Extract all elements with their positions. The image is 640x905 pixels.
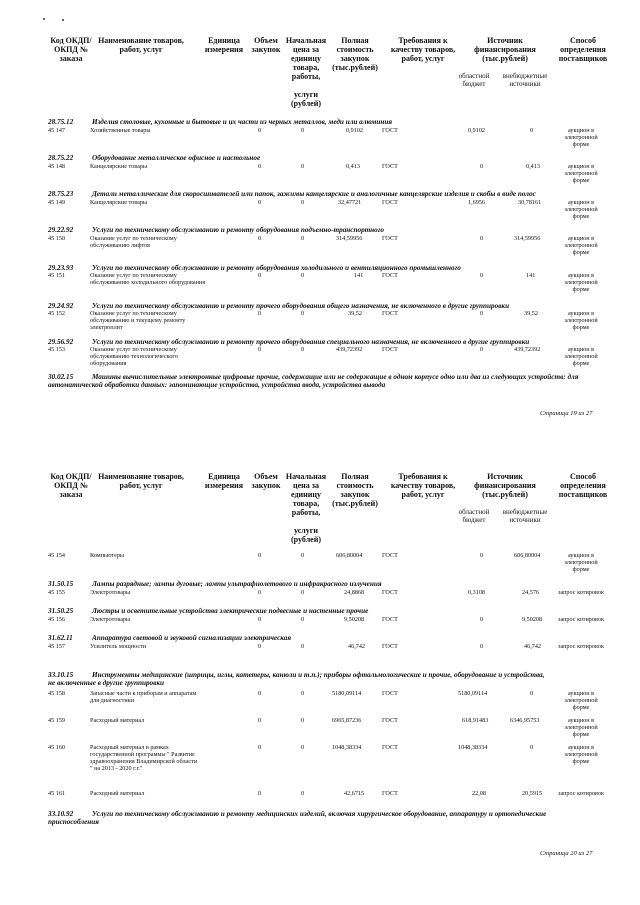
page-number: Страница 20 из 27	[540, 850, 593, 857]
header-unit: Единица измерения	[204, 36, 244, 54]
section-heading: 31.50.15 Лампы разрядные; лампы дуговые; лампы ультрафиолетового и инфракрасного излучения	[48, 580, 382, 588]
header-method: Способ определения поставщиков	[558, 36, 608, 63]
section-heading: 28.75.22 Оборудование металлическое офисное и настольное	[48, 154, 261, 162]
header-extra: внебюджетные источники	[502, 508, 548, 524]
header-code: Код ОКДП/ ОКПД № заказа	[50, 36, 92, 63]
header-volume: Объем закупок	[251, 472, 281, 490]
header-volume: Объем закупок	[251, 36, 281, 54]
section-heading: 28.75.12 Изделия столовые, кухонные и бытовые и их части из черных металлов, меди или алюминия	[48, 118, 393, 126]
header-method: Способ определения поставщиков	[558, 472, 608, 499]
header-unit: Единица измерения	[204, 472, 244, 490]
header-regional: областной бюджет	[458, 508, 490, 524]
header-price-unit: услуги (рублей)	[290, 526, 321, 544]
header-price: Начальная цена за единицу товара, работы,	[285, 472, 327, 517]
section-heading: 30.02.15 Машины вычислительные электронные цифровые прочие, содержащие или не содержащие в одном корпусе одно или два из следующих устройств: для автоматической обработки данных: запоминающие устройства, устройства ввода, устройства вывода	[48, 373, 579, 389]
header-code: Код ОКДП/ ОКПД № заказа	[50, 472, 92, 499]
scan-speck	[62, 19, 64, 21]
header-regional: областной бюджет	[458, 72, 490, 88]
section-heading: 31.50.25 Люстры и осветительные устройства электрические подвесные и настенные прочие	[48, 607, 369, 615]
page-number: Страница 19 из 27	[540, 410, 593, 417]
header-source: Источник финансирования (тыс.рублей)	[474, 472, 536, 499]
header-total: Полная стоимость закупок (тыс.рублей)	[332, 36, 378, 72]
section-heading: 29.23.93 Услуги по техническому обслуживанию и ремонту оборудования холодильного и вентиляционного промышленного	[48, 264, 461, 272]
section-heading: 29.24.92 Услуги по техническому обслуживанию и ремонту прочего оборудования общего назначения, не включенного в другие группировки	[48, 302, 510, 310]
header-extra: внебюджетные источники	[502, 72, 548, 88]
header-price: Начальная цена за единицу товара, работы,	[285, 36, 327, 81]
section-heading: 33.10.15 Инструменты медицинские (шприцы, иглы, катетеры, канюли и т.п.); приборы офтальмологические и прочие, оборудование и устройства, не включенные в другие группировки	[48, 671, 545, 687]
scan-speck	[43, 18, 45, 20]
header-name: Наименование товаров, работ, услуг	[98, 472, 184, 490]
section-heading: 29.22.92 Услуги по техническому обслуживанию и ремонту оборудования подъемно-транспортного	[48, 226, 385, 234]
section-heading: 31.62.11 Аппаратура световой и звуковой сигнализации электрическая	[48, 634, 292, 642]
header-name: Наименование товаров, работ, услуг	[98, 36, 184, 54]
header-source: Источник финансирования (тыс.рублей)	[474, 36, 536, 63]
header-price-unit: услуги (рублей)	[290, 90, 321, 108]
header-total: Полная стоимость закупок (тыс.рублей)	[332, 472, 378, 508]
section-heading: 33.10.92 Услуги по техническому обслуживанию и ремонту медицинских изделий, включая хирургическое оборудование, аппаратуру и ортопедические приспособления	[48, 810, 547, 826]
section-heading: 28.75.23 Детали металлические для скоросшивателей или папок, зажимы канцелярские и аналогичные канцелярские изделия и скобы в виде полос	[48, 190, 536, 198]
header-requirements: Требования к качеству товаров, работ, услуг	[390, 36, 456, 63]
section-heading: 29.56.92 Услуги по техническому обслуживанию и ремонту прочего оборудования специального назначения, не включенного в другие группировки	[48, 338, 530, 346]
header-requirements: Требования к качеству товаров, работ, услуг	[390, 472, 456, 499]
